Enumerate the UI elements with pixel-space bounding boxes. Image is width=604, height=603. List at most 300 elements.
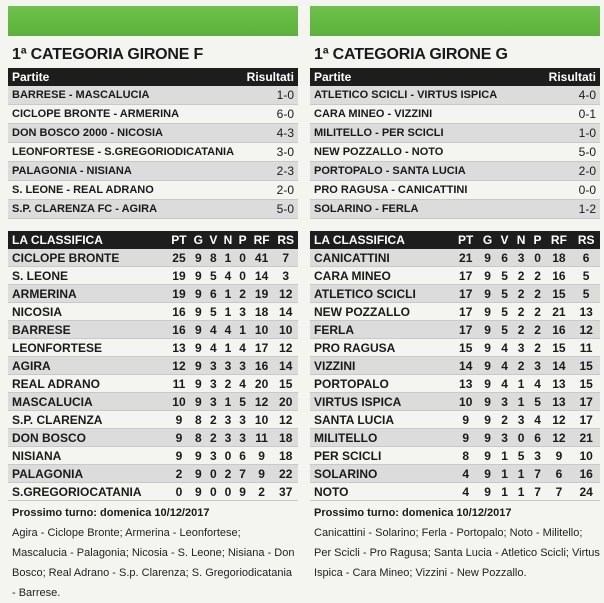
standings-column-header: RS: [273, 231, 298, 249]
stat-cell: 21: [453, 249, 479, 267]
stat-cell: 1: [513, 483, 530, 501]
green-banner: [8, 6, 298, 36]
team-name: ATLETICO SCICLI: [310, 285, 453, 303]
stat-cell: 5: [513, 447, 530, 465]
stat-cell: 8: [206, 249, 220, 267]
stat-cell: 9: [190, 393, 206, 411]
team-name: SANTA LUCIA: [310, 411, 453, 429]
stat-cell: 8: [190, 429, 206, 447]
standings-column-header: P: [236, 231, 250, 249]
match-score: 1-0: [578, 126, 596, 140]
standings-column-header: V: [497, 231, 513, 249]
standings-column-header: RF: [546, 231, 573, 249]
result-row: [8, 181, 298, 200]
team-name: DON BOSCO: [8, 429, 168, 447]
stat-cell: 9: [479, 375, 497, 393]
team-name: PALAGONIA: [8, 465, 168, 483]
stat-cell: 10: [453, 393, 479, 411]
team-name: NOTO: [310, 483, 453, 501]
stat-cell: 11: [250, 429, 274, 447]
result-row: [8, 86, 298, 105]
stat-cell: 1: [220, 339, 235, 357]
stat-cell: 5: [497, 303, 513, 321]
stat-cell: 9: [190, 339, 206, 357]
stat-cell: 5: [497, 267, 513, 285]
stat-cell: 1: [513, 393, 530, 411]
stat-cell: 4: [497, 375, 513, 393]
stat-cell: 9: [479, 285, 497, 303]
section-title: 1ª CATEGORIA GIRONE G: [314, 46, 508, 63]
stat-cell: 22: [273, 465, 298, 483]
table-row: [8, 429, 298, 447]
stat-cell: 6: [530, 429, 546, 447]
stat-cell: 25: [168, 249, 191, 267]
stat-cell: 9: [168, 429, 191, 447]
table-row: [8, 465, 298, 483]
standings-column-header: RS: [572, 231, 600, 249]
stat-cell: 0: [513, 429, 530, 447]
stat-cell: 2: [206, 411, 220, 429]
stat-cell: 16: [572, 465, 600, 483]
stat-cell: 5: [530, 393, 546, 411]
match-score: 4-0: [578, 88, 596, 102]
stat-cell: 12: [273, 411, 298, 429]
stat-cell: 17: [453, 267, 479, 285]
stat-cell: 17: [250, 339, 274, 357]
stat-cell: 6: [572, 249, 600, 267]
standings-column-header: P: [530, 231, 546, 249]
stat-cell: 8: [453, 447, 479, 465]
stat-cell: 3: [236, 429, 250, 447]
stat-cell: 16: [250, 357, 274, 375]
stat-cell: 3: [236, 303, 250, 321]
team-name: BARRESE: [8, 321, 168, 339]
stat-cell: 20: [273, 393, 298, 411]
stat-cell: 17: [453, 321, 479, 339]
results-heading: Risultati: [246, 70, 294, 84]
stat-cell: 0: [530, 249, 546, 267]
stat-cell: 2: [513, 303, 530, 321]
stat-cell: 2: [206, 429, 220, 447]
stat-cell: 9: [546, 447, 573, 465]
stat-cell: 10: [273, 321, 298, 339]
table-row: [310, 429, 600, 447]
stat-cell: 13: [572, 303, 600, 321]
stat-cell: 14: [546, 357, 573, 375]
stat-cell: 2: [236, 285, 250, 303]
stat-cell: 0: [220, 483, 235, 501]
results-header: [310, 68, 600, 86]
team-name: LEONFORTESE: [8, 339, 168, 357]
team-name: VIZZINI: [310, 357, 453, 375]
table-row: [310, 411, 600, 429]
stat-cell: 9: [190, 303, 206, 321]
stat-cell: 13: [546, 393, 573, 411]
girone-g-column: [310, 0, 600, 583]
stat-cell: 9: [453, 411, 479, 429]
stat-cell: 16: [546, 267, 573, 285]
table-row: [8, 249, 298, 267]
stat-cell: 11: [168, 375, 191, 393]
result-row: [8, 200, 298, 219]
table-row: [8, 483, 298, 501]
stat-cell: 7: [546, 483, 573, 501]
result-row: [8, 124, 298, 143]
stat-cell: 0: [236, 267, 250, 285]
table-row: [8, 303, 298, 321]
stat-cell: 19: [168, 267, 191, 285]
stat-cell: 17: [453, 303, 479, 321]
stat-cell: 1: [513, 375, 530, 393]
stat-cell: 9: [190, 249, 206, 267]
stat-cell: 2: [513, 357, 530, 375]
results-heading: Risultati: [548, 70, 596, 84]
stat-cell: 3: [513, 411, 530, 429]
stat-cell: 2: [250, 483, 274, 501]
stat-cell: 12: [572, 321, 600, 339]
table-row: [8, 285, 298, 303]
stat-cell: 9: [190, 285, 206, 303]
stat-cell: 4: [530, 411, 546, 429]
stat-cell: 7: [273, 249, 298, 267]
table-row: [8, 267, 298, 285]
stat-cell: 3: [206, 375, 220, 393]
table-row: [310, 357, 600, 375]
stat-cell: 3: [206, 393, 220, 411]
match-name: S. LEONE - REAL ADRANO: [12, 184, 154, 196]
standings-table: [310, 231, 600, 501]
stat-cell: 18: [273, 447, 298, 465]
match-score: 0-1: [578, 107, 596, 121]
stat-cell: 3: [530, 447, 546, 465]
next-round-title: Prossimo turno: domenica 10/12/2017: [12, 507, 210, 519]
stat-cell: 21: [546, 303, 573, 321]
stat-cell: 12: [168, 357, 191, 375]
stat-cell: 9: [250, 465, 274, 483]
stat-cell: 4: [206, 321, 220, 339]
stat-cell: 5: [206, 303, 220, 321]
table-row: [8, 393, 298, 411]
result-row: [8, 162, 298, 181]
stat-cell: 13: [453, 375, 479, 393]
table-row: [8, 447, 298, 465]
stat-cell: 3: [220, 357, 235, 375]
match-score: 1-2: [578, 202, 596, 216]
team-name: CANICATTINI: [310, 249, 453, 267]
stat-cell: 7: [236, 465, 250, 483]
stat-cell: 1: [497, 447, 513, 465]
stat-cell: 5: [572, 267, 600, 285]
results-list: [8, 86, 298, 219]
stat-cell: 9: [479, 303, 497, 321]
match-name: LEONFORTESE - S.GREGORIODICATANIA: [12, 146, 235, 158]
stat-cell: 3: [220, 429, 235, 447]
stat-cell: 9: [190, 465, 206, 483]
match-score: 2-3: [276, 164, 294, 178]
stat-cell: 3: [220, 411, 235, 429]
stat-cell: 4: [453, 483, 479, 501]
standings-column-header: G: [479, 231, 497, 249]
team-name: PORTOPALO: [310, 375, 453, 393]
standings-column-header: G: [190, 231, 206, 249]
team-name: NEW POZZALLO: [310, 303, 453, 321]
matches-heading: Partite: [314, 70, 352, 84]
stat-cell: 7: [530, 483, 546, 501]
stat-cell: 24: [572, 483, 600, 501]
match-name: PRO RAGUSA - CANICATTINI: [314, 184, 468, 196]
stat-cell: 3: [497, 393, 513, 411]
team-name: PRO RAGUSA: [310, 339, 453, 357]
result-row: [310, 162, 600, 181]
stat-cell: 3: [513, 339, 530, 357]
stat-cell: 4: [530, 375, 546, 393]
stat-cell: 9: [168, 447, 191, 465]
stat-cell: 6: [206, 285, 220, 303]
match-score: 3-0: [276, 145, 294, 159]
stat-cell: 9: [190, 483, 206, 501]
stat-cell: 9: [479, 249, 497, 267]
stat-cell: 2: [530, 303, 546, 321]
stat-cell: 9: [479, 465, 497, 483]
stat-cell: 12: [546, 429, 573, 447]
standings-title: LA CLASSIFICA: [310, 231, 453, 249]
stat-cell: 13: [546, 375, 573, 393]
stat-cell: 3: [273, 267, 298, 285]
stat-cell: 7: [530, 465, 546, 483]
team-name: MASCALUCIA: [8, 393, 168, 411]
stat-cell: 12: [546, 411, 573, 429]
stat-cell: 1: [220, 303, 235, 321]
match-name: ATLETICO SCICLI - VIRTUS ISPICA: [314, 89, 498, 101]
stat-cell: 6: [546, 465, 573, 483]
stat-cell: 4: [236, 339, 250, 357]
match-name: S.P. CLARENZA FC - AGIRA: [12, 203, 158, 215]
stat-cell: 18: [250, 303, 274, 321]
stat-cell: 1: [220, 285, 235, 303]
stat-cell: 10: [250, 411, 274, 429]
match-name: BARRESE - MASCALUCIA: [12, 89, 150, 101]
stat-cell: 6: [497, 249, 513, 267]
stat-cell: 3: [236, 357, 250, 375]
table-row: [310, 321, 600, 339]
table-row: [310, 303, 600, 321]
stat-cell: 2: [168, 465, 191, 483]
stat-cell: 4: [497, 357, 513, 375]
stat-cell: 14: [273, 357, 298, 375]
stat-cell: 21: [572, 429, 600, 447]
stat-cell: 1: [220, 393, 235, 411]
match-score: 0-0: [578, 183, 596, 197]
stat-cell: 41: [250, 249, 274, 267]
stat-cell: 4: [236, 375, 250, 393]
stat-cell: 9: [190, 357, 206, 375]
team-name: CARA MINEO: [310, 267, 453, 285]
match-score: 1-0: [276, 88, 294, 102]
stat-cell: 10: [250, 321, 274, 339]
stat-cell: 4: [220, 267, 235, 285]
stat-cell: 13: [168, 339, 191, 357]
standings-column-header: N: [220, 231, 235, 249]
stat-cell: 2: [530, 339, 546, 357]
stat-cell: 3: [530, 357, 546, 375]
stat-cell: 15: [572, 357, 600, 375]
team-name: NISIANA: [8, 447, 168, 465]
table-row: [310, 249, 600, 267]
stat-cell: 9: [479, 483, 497, 501]
table-row: [310, 285, 600, 303]
green-banner: [310, 6, 600, 36]
stat-cell: 14: [250, 267, 274, 285]
stat-cell: 15: [546, 285, 573, 303]
team-name: ARMERINA: [8, 285, 168, 303]
stat-cell: 16: [546, 321, 573, 339]
match-name: SOLARINO - FERLA: [314, 203, 419, 215]
match-score: 5-0: [578, 145, 596, 159]
stat-cell: 2: [513, 267, 530, 285]
match-score: 6-0: [276, 107, 294, 121]
stat-cell: 5: [572, 285, 600, 303]
stat-cell: 9: [190, 321, 206, 339]
stat-cell: 2: [530, 285, 546, 303]
stat-cell: 17: [453, 285, 479, 303]
stat-cell: 9: [236, 483, 250, 501]
table-row: [310, 483, 600, 501]
stat-cell: 1: [236, 321, 250, 339]
stat-cell: 5: [497, 321, 513, 339]
team-name: NICOSIA: [8, 303, 168, 321]
results-list: [310, 86, 600, 219]
table-row: [310, 375, 600, 393]
standings-title: LA CLASSIFICA: [8, 231, 168, 249]
stat-cell: 3: [206, 447, 220, 465]
team-name: SOLARINO: [310, 465, 453, 483]
match-score: 4-3: [276, 126, 294, 140]
result-row: [310, 143, 600, 162]
next-round-fixtures: Agira - Ciclope Bronte; Armerina - Leonfortese; Mascalucia - Palagonia; Nicosia - S. Leone; Nisiana - Don Bosco; Real Adrano - S.p. Clarenza; S. Gregoriodicatania - Barrese.: [12, 527, 295, 599]
match-name: MILITELLO - PER SCICLI: [314, 127, 444, 139]
stat-cell: 9: [479, 267, 497, 285]
result-row: [310, 200, 600, 219]
stat-cell: 2: [497, 411, 513, 429]
stat-cell: 0: [206, 465, 220, 483]
table-row: [310, 465, 600, 483]
next-round-fixtures: Canicattini - Solarino; Ferla - Portopalo; Noto - Militello; Per Scicli - Pro Ragusa; Santa Lucia - Atletico Scicli; Virtus Ispica - Cara Mineo; Vizzini - New Pozzallo.: [314, 527, 600, 579]
stat-cell: 4: [453, 465, 479, 483]
stat-cell: 17: [572, 393, 600, 411]
stat-cell: 2: [530, 321, 546, 339]
stat-cell: 19: [168, 285, 191, 303]
stat-cell: 15: [572, 375, 600, 393]
result-row: [310, 181, 600, 200]
stat-cell: 14: [453, 357, 479, 375]
team-name: AGIRA: [8, 357, 168, 375]
stat-cell: 1: [497, 483, 513, 501]
stat-cell: 0: [236, 249, 250, 267]
stat-cell: 9: [168, 411, 191, 429]
stat-cell: 37: [273, 483, 298, 501]
team-name: PER SCICLI: [310, 447, 453, 465]
team-name: CICLOPE BRONTE: [8, 249, 168, 267]
table-row: [8, 339, 298, 357]
table-row: [310, 393, 600, 411]
stat-cell: 16: [168, 321, 191, 339]
table-row: [8, 321, 298, 339]
stat-cell: 9: [479, 393, 497, 411]
stat-cell: 10: [572, 447, 600, 465]
match-score: 2-0: [578, 164, 596, 178]
next-round-title: Prossimo turno: domenica 10/12/2017: [314, 507, 512, 519]
stat-cell: 4: [206, 339, 220, 357]
stat-cell: 9: [190, 267, 206, 285]
match-name: PORTOPALO - SANTA LUCIA: [314, 165, 466, 177]
match-name: PALAGONIA - NISIANA: [12, 165, 132, 177]
stat-cell: 12: [273, 339, 298, 357]
stat-cell: 0: [168, 483, 191, 501]
match-name: DON BOSCO 2000 - NICOSIA: [12, 127, 163, 139]
stat-cell: 15: [546, 339, 573, 357]
standings-column-header: V: [206, 231, 220, 249]
result-row: [8, 143, 298, 162]
match-name: NEW POZZALLO - NOTO: [314, 146, 444, 158]
stat-cell: 18: [546, 249, 573, 267]
standings-column-header: PT: [168, 231, 191, 249]
stat-cell: 5: [206, 267, 220, 285]
stat-cell: 9: [479, 429, 497, 447]
standings-column-header: RF: [250, 231, 274, 249]
stat-cell: 4: [497, 339, 513, 357]
team-name: REAL ADRANO: [8, 375, 168, 393]
stat-cell: 9: [190, 447, 206, 465]
stat-cell: 12: [273, 285, 298, 303]
match-name: CICLOPE BRONTE - ARMERINA: [12, 108, 180, 120]
stat-cell: 19: [250, 285, 274, 303]
stat-cell: 12: [250, 393, 274, 411]
standings-column-header: PT: [453, 231, 479, 249]
result-row: [310, 124, 600, 143]
stat-cell: 2: [513, 321, 530, 339]
stat-cell: 9: [479, 357, 497, 375]
stat-cell: 14: [273, 303, 298, 321]
standings-table: [8, 231, 298, 501]
results-header: [8, 68, 298, 86]
stat-cell: 1: [220, 249, 235, 267]
table-row: [8, 357, 298, 375]
stat-cell: 20: [250, 375, 274, 393]
result-row: [310, 105, 600, 124]
match-score: 2-0: [276, 183, 294, 197]
stat-cell: 17: [572, 411, 600, 429]
stat-cell: 2: [220, 465, 235, 483]
stat-cell: 9: [479, 447, 497, 465]
match-score: 5-0: [276, 202, 294, 216]
stat-cell: 8: [190, 411, 206, 429]
stat-cell: 16: [168, 303, 191, 321]
stat-cell: 15: [273, 375, 298, 393]
stat-cell: 2: [530, 267, 546, 285]
matches-heading: Partite: [12, 70, 50, 84]
stat-cell: 2: [220, 375, 235, 393]
stat-cell: 1: [497, 465, 513, 483]
girone-f-column: [8, 0, 298, 603]
stat-cell: 5: [236, 393, 250, 411]
stat-cell: 3: [513, 249, 530, 267]
stat-cell: 2: [513, 285, 530, 303]
match-name: CARA MINEO - VIZZINI: [314, 108, 433, 120]
stat-cell: 0: [220, 447, 235, 465]
stat-cell: 4: [220, 321, 235, 339]
table-row: [310, 267, 600, 285]
team-name: VIRTUS ISPICA: [310, 393, 453, 411]
